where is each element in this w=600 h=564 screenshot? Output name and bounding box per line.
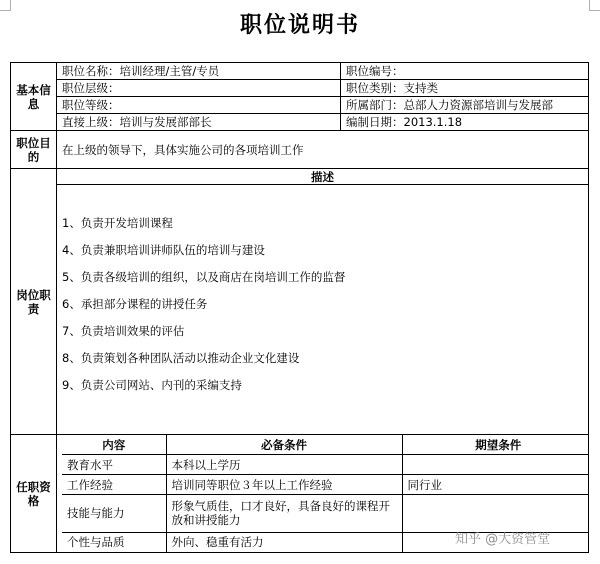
basic-info-row (11, 114, 589, 131)
position-name-cell: 职位名称：培训经理/主管/专员 (57, 63, 341, 80)
requirement-required: 外向、稳重有活力 (166, 532, 402, 552)
duty-item: 7、负责培训效果的评估 (62, 324, 185, 338)
document-title: 职位说明书 (239, 13, 360, 38)
basic-info-label: 基本信息 (11, 63, 57, 131)
duty-item: 8、负责策划各种团队活动以推动企业文化建设 (62, 351, 300, 365)
purpose-text: 在上级的领导下，具体实施公司的各项培训工作 (57, 131, 589, 169)
requirement-item: 个性与品质 (62, 532, 166, 552)
requirement-row (62, 495, 589, 533)
duties-header: 描述 (57, 169, 589, 185)
header-item: 内容 (62, 435, 166, 455)
requirement-expected (402, 495, 589, 533)
header-expected: 期望条件 (402, 435, 589, 455)
duties-row (11, 185, 589, 435)
header-required: 必备条件 (166, 435, 402, 455)
basic-info-row (11, 63, 589, 80)
basic-info-row (11, 80, 589, 97)
job-description-table (10, 62, 589, 553)
duty-item: 1、负责开发培训课程 (62, 216, 173, 230)
watermark: 知乎 @大资管堂 (455, 532, 551, 547)
requirement-item: 工作经验 (62, 475, 166, 495)
duty-item: 4、负责兼职培训讲师队伍的培训与建设 (62, 243, 265, 257)
requirement-expected (402, 455, 589, 475)
compile-date-cell: 编制日期：2013.1.18 (341, 114, 589, 131)
purpose-row (11, 131, 589, 169)
requirement-row (62, 455, 589, 475)
requirement-expected: 同行业 (402, 475, 589, 495)
direct-superior-cell: 直接上级：培训与发展部部长 (57, 114, 341, 131)
requirements-header-row (62, 435, 589, 455)
duties-label: 岗位职责 (11, 169, 57, 435)
duty-item: 5、负责各级培训的组织，以及商店在岗培训工作的监督 (62, 270, 346, 284)
duties-list (57, 185, 589, 435)
requirement-required: 本科以上学历 (166, 455, 402, 475)
basic-info-row (11, 97, 589, 114)
position-number-cell: 职位编号： (341, 63, 589, 80)
position-grade-cell: 职位等级： (57, 97, 341, 114)
requirements-label: 任职资格 (11, 435, 57, 553)
position-level-cell: 职位层级： (57, 80, 341, 97)
requirement-item: 技能与能力 (62, 495, 166, 533)
duties-header-row (11, 169, 589, 185)
department-cell: 所属部门：总部人力资源部培训与发展部 (341, 97, 589, 114)
requirement-required: 形象气质佳，口才良好，具备良好的课程开放和讲授能力 (166, 495, 402, 533)
requirement-item: 教育水平 (62, 455, 166, 475)
duty-item: 9、负责公司网站、内刊的采编支持 (62, 378, 242, 392)
duty-item: 6、承担部分课程的讲授任务 (62, 297, 208, 311)
requirement-required: 培训同等职位３年以上工作经验 (166, 475, 402, 495)
purpose-label: 职位目的 (11, 131, 57, 169)
requirement-row (62, 475, 589, 495)
position-category-cell: 职位类别：支持类 (341, 80, 589, 97)
